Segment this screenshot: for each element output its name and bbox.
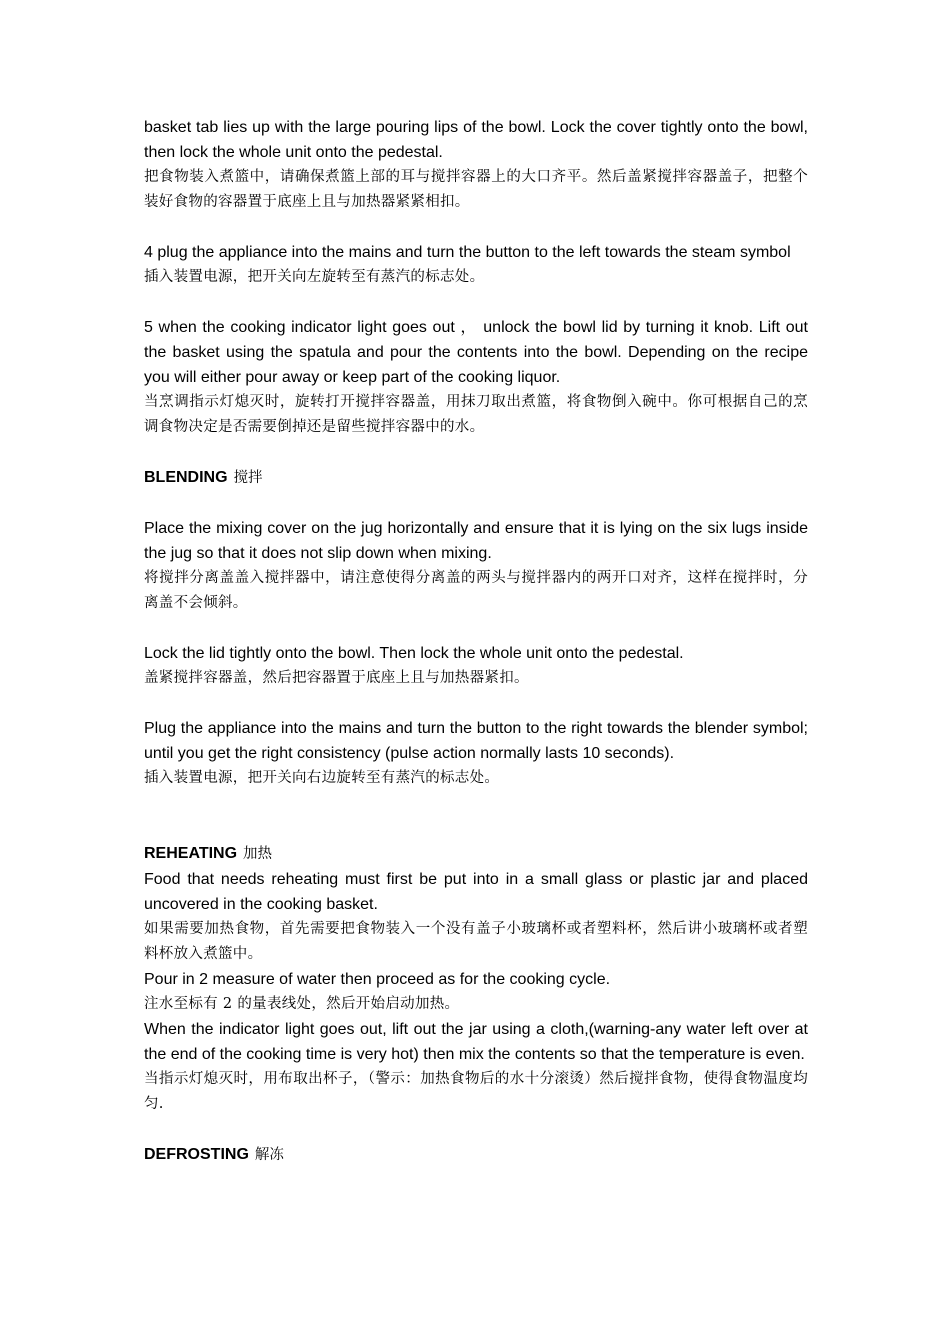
- defrosting-heading: [144, 1142, 808, 1168]
- step5-text-en: 5 when the cooking indicator light goes out ， unlock the bowl lid by turning it knob. Lift out the basket using the spatula and pour the contents into the bowl. Depending on the recipe you will either pour away or keep part of the cooking liquor.: [144, 319, 808, 386]
- spacer: [144, 440, 808, 465]
- blending-p3-zh: 插入装置电源，把开关向右边旋转至有蒸汽的标志处。: [144, 770, 500, 786]
- spacer: [144, 1117, 808, 1142]
- blending-p2-zh: 盖紧搅拌容器盖，然后把容器置于底座上且与加热器紧扣。: [144, 670, 529, 686]
- reheating-heading-en: REHEATING: [144, 845, 238, 862]
- spacer: [144, 215, 808, 240]
- reheating-p2-en: Pour in 2 measure of water then proceed as for the cooking cycle.: [144, 971, 611, 988]
- blending-p1-en: Place the mixing cover on the jug horizontally and ensure that it is lying on the six lugs inside the jug so that it does not slip down when mixing.: [144, 520, 808, 562]
- step3-text-en: basket tab lies up with the large pouring lips of the bowl. Lock the cover tightly onto the bowl, then lock the whole unit onto the pedestal.: [144, 119, 808, 161]
- defrosting-heading-zh: 解冻: [254, 1147, 284, 1163]
- reheating-p3-en: When the indicator light goes out, lift out the jar using a cloth,(warning-any water left over at the end of the cooking time is very hot) then mix the contents so that the temperature is even.: [144, 1021, 808, 1063]
- step5-text-zh: 当烹调指示灯熄灭时，旋转打开搅拌容器盖，用抹刀取出煮篮，将食物倒入碗中。你可根据自己的烹调食物决定是否需要倒掉还是留些搅拌容器中的水。: [144, 394, 808, 435]
- defrosting-heading-en: DEFROSTING: [144, 1146, 249, 1163]
- reheating-p1-en: Food that needs reheating must first be put into in a small glass or plastic jar and placed uncovered in the cooking basket.: [144, 871, 808, 913]
- blending-p3-en: Plug the appliance into the mains and turn the button to the right towards the blender symbol; until you get the right consistency (pulse action normally lasts 10 seconds).: [144, 720, 808, 762]
- blending-heading-en: BLENDING: [144, 469, 228, 486]
- blending-p1-zh: 将搅拌分离盖盖入搅拌器中，请注意使得分离盖的两头与搅拌器内的两开口对齐，这样在搅拌时，分离盖不会倾斜。: [144, 570, 808, 611]
- reheating-p1-zh: 如果需要加热食物，首先需要把食物装入一个没有盖子小玻璃杯或者塑料杯，然后讲小玻璃杯或者塑料杯放入煮篮中。: [144, 921, 808, 962]
- spacer: [144, 491, 808, 516]
- step4-text-zh: 插入装置电源，把开关向左旋转至有蒸汽的标志处。: [144, 269, 485, 285]
- blending-p2-en: Lock the lid tightly onto the bowl. Then lock the whole unit onto the pedestal.: [144, 645, 684, 662]
- step3-text-zh: 把食物装入煮篮中，请确保煮篮上部的耳与搅拌容器上的大口齐平。然后盖紧搅拌容器盖子，把整个装好食物的容器置于底座上且与加热器紧紧相扣。: [144, 169, 808, 210]
- blending-heading-zh: 搅拌: [233, 470, 263, 486]
- step4-text-en: 4 plug the appliance into the mains and turn the button to the left towards the steam symbol: [144, 244, 791, 261]
- blending-heading: [144, 465, 808, 491]
- reheating-p2-zh: 注水至标有 2 的量表线处，然后开始启动加热。: [144, 996, 460, 1012]
- reheating-p3-zh: 当指示灯熄灭时，用布取出杯子，（警示：加热食物后的水十分滚烫）然后搅拌食物，使得食物温度均匀.: [144, 1071, 808, 1112]
- spacer: [144, 616, 808, 641]
- spacer: [144, 791, 808, 841]
- reheating-heading-zh: 加热: [243, 846, 273, 862]
- spacer: [144, 290, 808, 315]
- spacer: [144, 691, 808, 716]
- document-page: [144, 115, 808, 1168]
- reheating-heading: [144, 841, 808, 867]
